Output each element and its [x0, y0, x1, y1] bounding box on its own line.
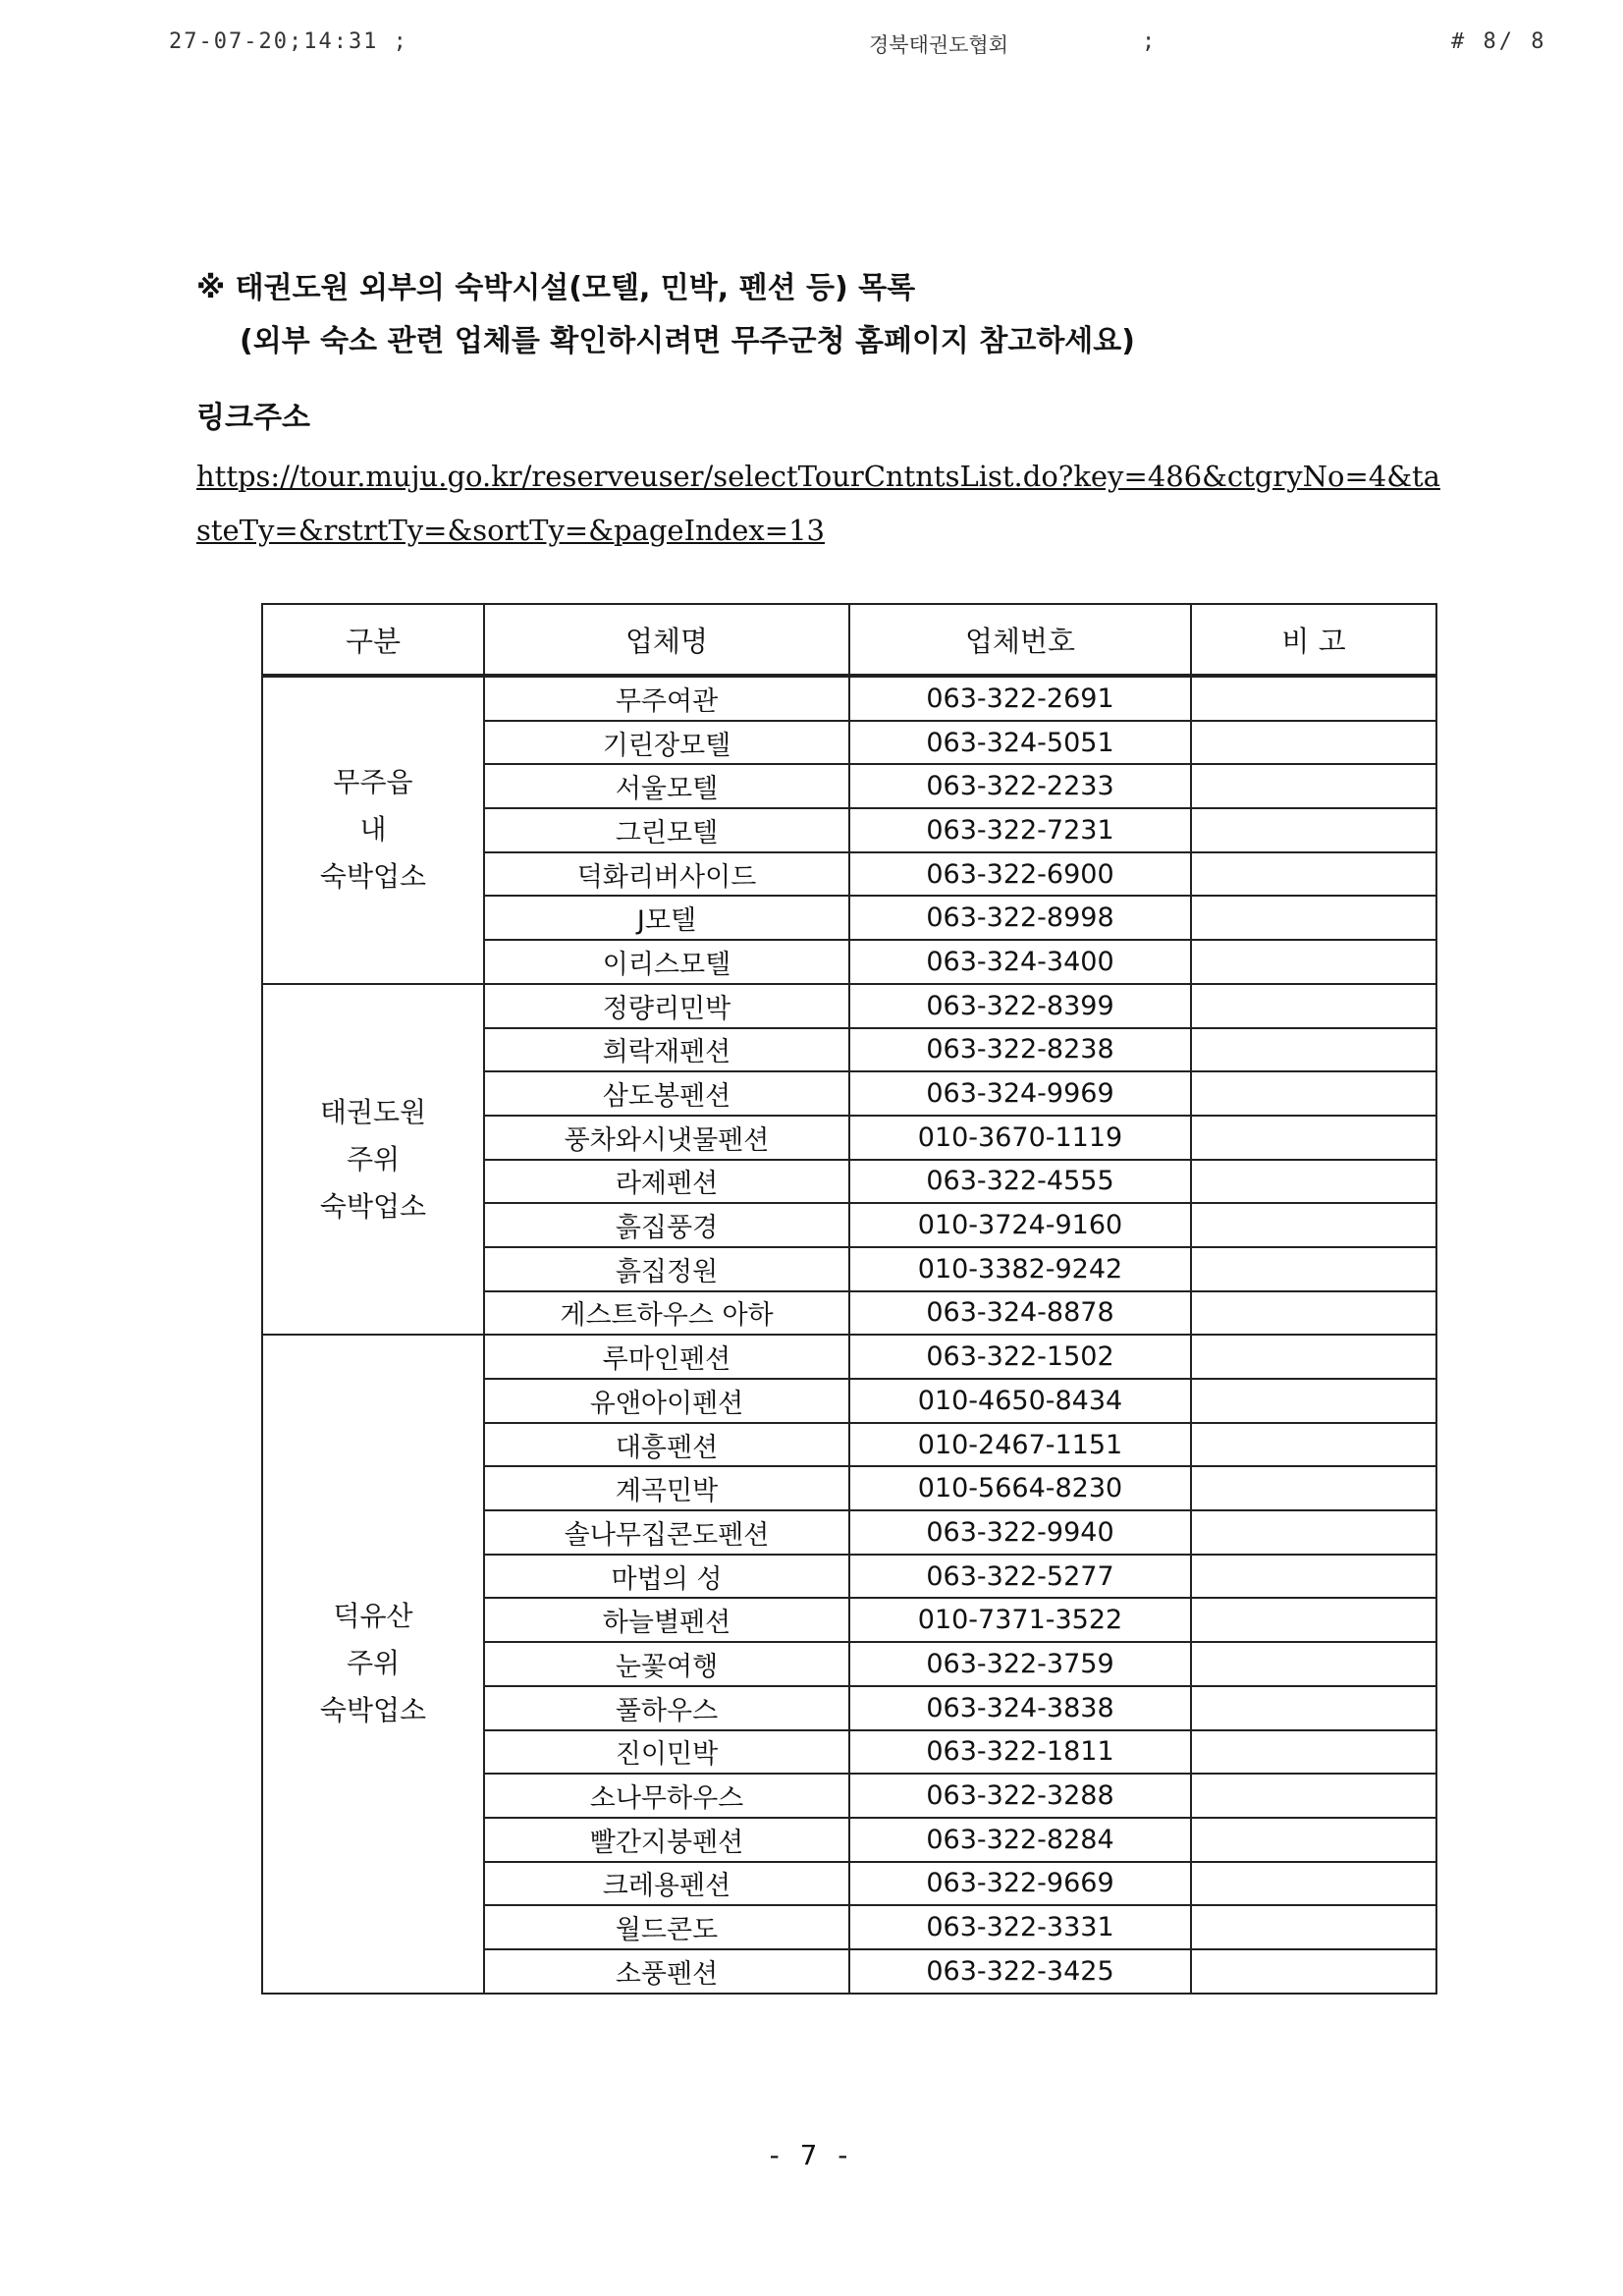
column-header-note: 비 고 [1191, 604, 1436, 676]
fax-timestamp: 27-07-20;14:31 ; [169, 29, 408, 54]
column-header-phone: 업체번호 [849, 604, 1191, 676]
note-cell [1191, 1555, 1436, 1599]
phone-cell: 063-324-3400 [849, 940, 1191, 984]
note-cell [1191, 1774, 1436, 1818]
business-name-cell: 루마인펜션 [484, 1335, 849, 1379]
fax-separator: ; [1142, 29, 1156, 54]
phone-cell: 063-322-3288 [849, 1774, 1191, 1818]
note-cell [1191, 852, 1436, 897]
category-label-line: 무주읍 [333, 766, 413, 799]
business-name-cell: 하늘별펜션 [484, 1598, 849, 1642]
category-label-line: 숙박업소 [319, 1189, 427, 1223]
note-cell [1191, 1949, 1436, 1994]
business-name-cell: 솔나무집콘도펜션 [484, 1510, 849, 1555]
business-name-cell: 크레용펜션 [484, 1862, 849, 1906]
table-row [262, 676, 1436, 721]
note-cell [1191, 940, 1436, 984]
business-name-cell: 대흥펜션 [484, 1423, 849, 1467]
note-cell [1191, 1818, 1436, 1862]
business-name-cell: 덕화리버사이드 [484, 852, 849, 897]
note-cell [1191, 1466, 1436, 1510]
note-cell [1191, 896, 1436, 940]
note-cell [1191, 1247, 1436, 1291]
phone-cell: 063-322-1811 [849, 1730, 1191, 1775]
category-label-line: 태권도원 [319, 1095, 427, 1128]
note-cell [1191, 1423, 1436, 1467]
category-label-line: 주위 [346, 1142, 401, 1175]
column-header-category: 구분 [262, 604, 484, 676]
phone-cell: 063-322-8238 [849, 1028, 1191, 1072]
business-name-cell: 희락재펜션 [484, 1028, 849, 1072]
phone-cell: 010-2467-1151 [849, 1423, 1191, 1467]
category-label-line: 숙박업소 [319, 1694, 427, 1727]
phone-cell: 063-322-3331 [849, 1905, 1191, 1949]
business-name-cell: 서울모텔 [484, 764, 849, 808]
business-name-cell: 마법의 성 [484, 1555, 849, 1599]
business-name-cell: 풍차와시냇물펜션 [484, 1116, 849, 1160]
phone-cell: 063-324-3838 [849, 1686, 1191, 1730]
table-body [262, 676, 1436, 1994]
category-cell [262, 984, 484, 1336]
phone-cell: 063-322-3759 [849, 1642, 1191, 1686]
category-label-line: 덕유산 [333, 1600, 413, 1633]
link-label: 링크주소 [196, 401, 310, 435]
business-name-cell: 유앤아이펜션 [484, 1379, 849, 1423]
table-row [262, 984, 1436, 1028]
phone-cell: 010-3382-9242 [849, 1247, 1191, 1291]
link-url-line-1[interactable]: https://tour.muju.go.kr/reserveuser/selectTourCntntsList.do?key=486&ctgryNo=4&ta [196, 460, 1440, 493]
business-name-cell: 게스트하우스 아하 [484, 1291, 849, 1336]
lodging-table [261, 603, 1437, 1995]
phone-cell: 063-322-5277 [849, 1555, 1191, 1599]
note-cell [1191, 1598, 1436, 1642]
note-cell [1191, 676, 1436, 721]
phone-cell: 010-4650-8434 [849, 1379, 1191, 1423]
business-name-cell: 이리스모텔 [484, 940, 849, 984]
business-name-cell: 풀하우스 [484, 1686, 849, 1730]
phone-cell: 063-322-8998 [849, 896, 1191, 940]
note-cell [1191, 808, 1436, 852]
phone-cell: 010-5664-8230 [849, 1466, 1191, 1510]
note-cell [1191, 1071, 1436, 1116]
business-name-cell: J모텔 [484, 896, 849, 940]
category-label-line: 내 [359, 813, 387, 847]
business-name-cell: 빨간지붕펜션 [484, 1818, 849, 1862]
category-cell [262, 676, 484, 984]
phone-cell: 010-3724-9160 [849, 1203, 1191, 1247]
category-label-line: 주위 [346, 1647, 401, 1680]
section-subheading: (외부 숙소 관련 업체를 확인하시려면 무주군청 홈페이지 참고하세요) [240, 324, 1135, 358]
phone-cell: 010-3670-1119 [849, 1116, 1191, 1160]
fax-page-counter: # 8/ 8 [1451, 29, 1547, 54]
business-name-cell: 월드콘도 [484, 1905, 849, 1949]
phone-cell: 063-324-9969 [849, 1071, 1191, 1116]
phone-cell: 063-324-8878 [849, 1291, 1191, 1336]
business-name-cell: 그린모텔 [484, 808, 849, 852]
note-cell [1191, 1160, 1436, 1204]
phone-cell: 063-322-8284 [849, 1818, 1191, 1862]
column-header-business-name: 업체명 [484, 604, 849, 676]
category-cell [262, 1335, 484, 1993]
phone-cell: 063-322-6900 [849, 852, 1191, 897]
fax-sender: 경북태권도협회 [869, 33, 1009, 57]
fax-header [0, 29, 1623, 69]
business-name-cell: 소풍펜션 [484, 1949, 849, 1994]
link-url-line-2[interactable]: steTy=&rstrtTy=&sortTy=&pageIndex=13 [196, 514, 825, 547]
phone-cell: 010-7371-3522 [849, 1598, 1191, 1642]
category-label-line: 숙박업소 [319, 860, 427, 894]
note-cell [1191, 1291, 1436, 1336]
note-cell [1191, 1730, 1436, 1775]
business-name-cell: 흙집풍경 [484, 1203, 849, 1247]
table-row [262, 1335, 1436, 1379]
note-cell [1191, 1510, 1436, 1555]
phone-cell: 063-322-9669 [849, 1862, 1191, 1906]
business-name-cell: 라제펜션 [484, 1160, 849, 1204]
phone-cell: 063-322-3425 [849, 1949, 1191, 1994]
note-cell [1191, 1686, 1436, 1730]
table-header-row [262, 604, 1436, 676]
note-cell [1191, 1379, 1436, 1423]
phone-cell: 063-322-2233 [849, 764, 1191, 808]
business-name-cell: 무주여관 [484, 676, 849, 721]
phone-cell: 063-322-8399 [849, 984, 1191, 1028]
business-name-cell: 눈꽃여행 [484, 1642, 849, 1686]
note-cell [1191, 984, 1436, 1028]
section-heading: ※ 태권도원 외부의 숙박시설(모텔, 민박, 펜션 등) 목록 [196, 271, 916, 305]
note-cell [1191, 764, 1436, 808]
note-cell [1191, 1862, 1436, 1906]
business-name-cell: 삼도봉펜션 [484, 1071, 849, 1116]
business-name-cell: 소나무하우스 [484, 1774, 849, 1818]
note-cell [1191, 1335, 1436, 1379]
phone-cell: 063-322-1502 [849, 1335, 1191, 1379]
page-number: - 7 - [769, 2139, 854, 2171]
note-cell [1191, 1116, 1436, 1160]
business-name-cell: 기린장모텔 [484, 721, 849, 765]
note-cell [1191, 1905, 1436, 1949]
note-cell [1191, 1203, 1436, 1247]
note-cell [1191, 1642, 1436, 1686]
business-name-cell: 흙집정원 [484, 1247, 849, 1291]
phone-cell: 063-322-4555 [849, 1160, 1191, 1204]
phone-cell: 063-322-2691 [849, 676, 1191, 721]
phone-cell: 063-322-9940 [849, 1510, 1191, 1555]
note-cell [1191, 1028, 1436, 1072]
note-cell [1191, 721, 1436, 765]
business-name-cell: 계곡민박 [484, 1466, 849, 1510]
business-name-cell: 정량리민박 [484, 984, 849, 1028]
phone-cell: 063-324-5051 [849, 721, 1191, 765]
business-name-cell: 진이민박 [484, 1730, 849, 1775]
phone-cell: 063-322-7231 [849, 808, 1191, 852]
